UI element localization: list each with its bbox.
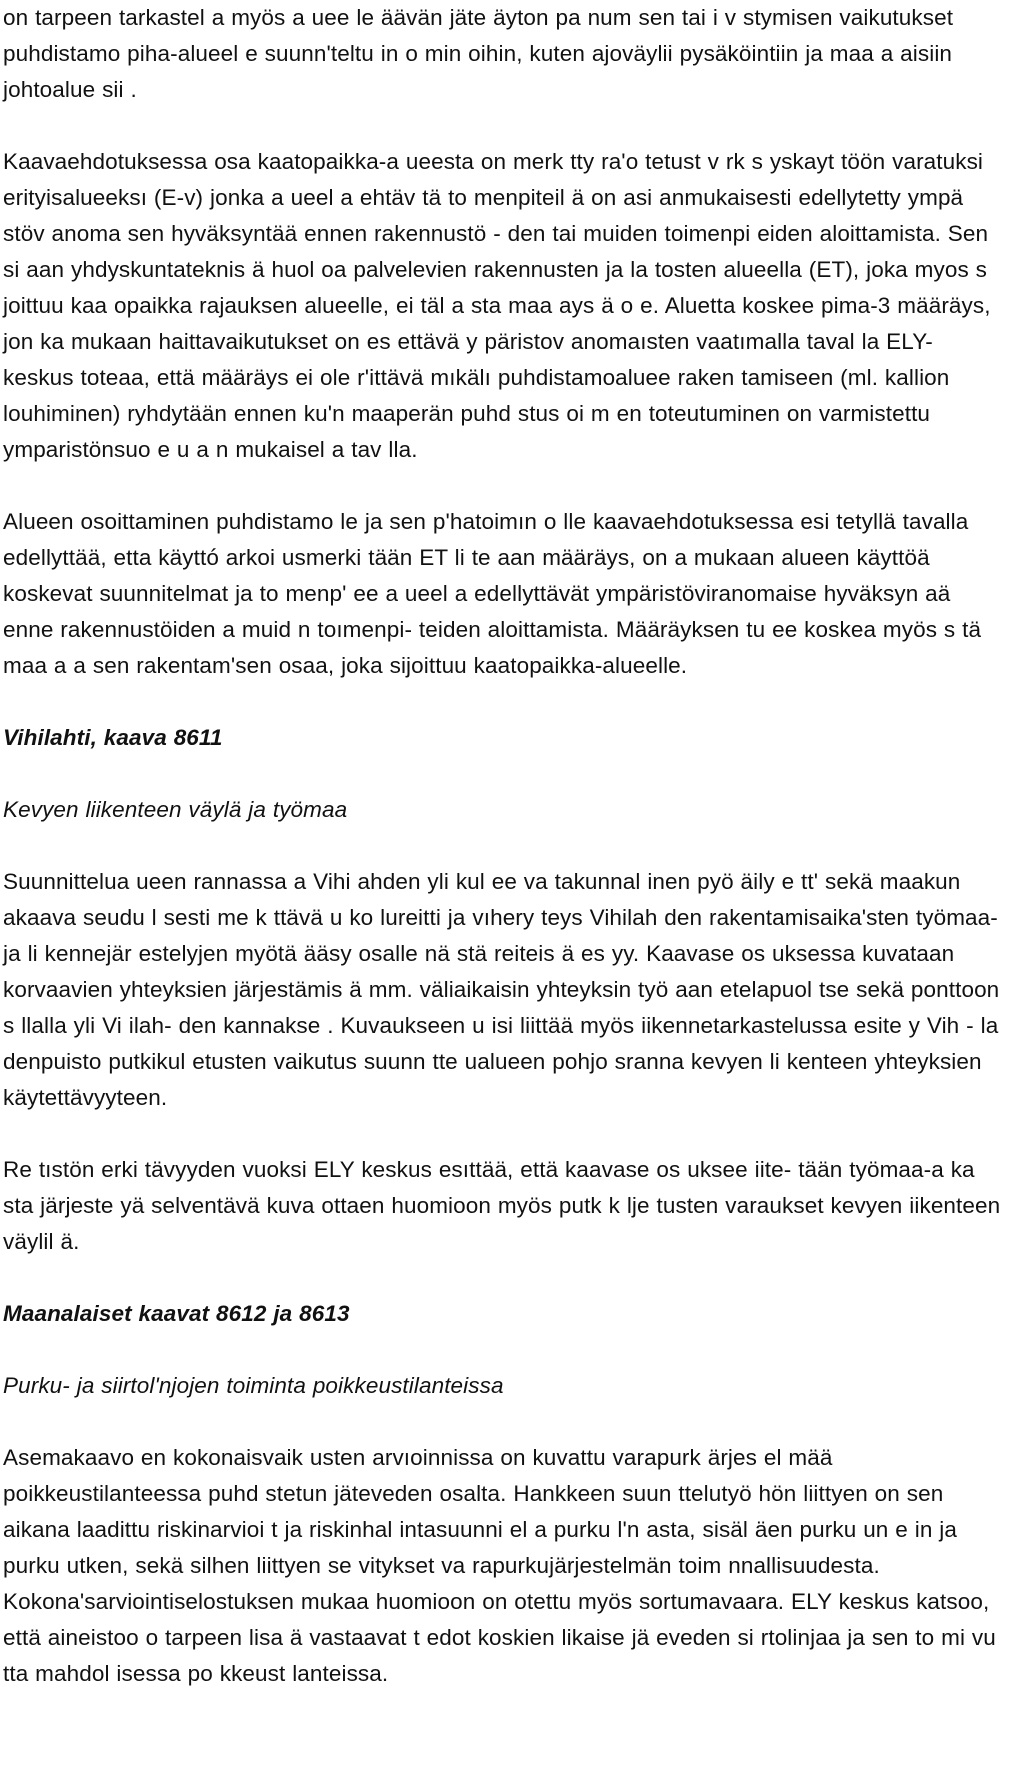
subsection-heading-kevyen-liikenteen: Kevyen liikenteen väylä ja työmaa [3, 797, 348, 822]
body-paragraph: Asemakaavo en kokonaisvaik usten arvıoinnissa on kuvattu varapurk ärjes el mää poikkeustilanteessa puhd stetun jäteveden osalta. Hankkeen suun ttelutyö hön liittyen on sen aikana laadittu riskinarvioi t ja riskinhal intasuunni el a purku l'n asta, sisäl äen purku un e in ja purku utken, sekä silhen liittyen se vitykset va rapurkujärjestelmän toim nnallisuudesta. Kokona'sarviointiselostuksen mukaa huomioon on otettu myös sortumavaara. ELY keskus katsoo, että aineistoo o tarpeen lisa ä vastaavat t edot koskien likaise jä eveden si rtolinjaa ja sen to mi vu tta mahdol isessa po kkeust lanteissa. [3, 1445, 996, 1686]
body-paragraph: on tarpeen tarkastel a myös a uee le äävän jäte äyton pa num sen tai i v stymisen vaikutukset puhdistamo piha-alueel e suunn'teltu in o min oihin, kuten ajoväylii pysäköintiin ja maa a aisiin johtoalue sii . [3, 5, 954, 102]
section-heading-vihilahti: Vihilahti, kaava 8611 [3, 725, 223, 750]
body-paragraph: Alueen osoittaminen puhdistamo le ja sen p'hatoimın o lle kaavaehdotuksessa esi tetyllä tavalla edellyttää, etta käyttó arkoi usmerki tään ET li te aan määräys, on a mukaan alueen käyttöä koskevat suunnitelmat ja to menp' ee a ueel a edellyttävät ympäristöviranomaise hyväksyn aä enne rakennustöiden a muid n toımenpi- teiden aloittamista. Määräyksen tu ee koskea myös s tä maa a a sen rakentam'sen osaa, joka sijoittuu kaatopaikka-alueelle. [3, 509, 982, 678]
body-paragraph: Re tıstön erki tävyyden vuoksi ELY keskus esıttää, että kaavase os uksee iite- tään työmaa-a ka sta järjeste yä selventävä kuva ottaen huomioon myös putk k lje tusten varaukset kevyen iikenteen väylil ä. [3, 1157, 1001, 1254]
subsection-heading-purku-ja-siirtolinjojen: Purku- ja siirtol'njojen toiminta poikkeustilanteissa [3, 1373, 504, 1398]
section-heading-maanalaiset-kaavat: Maanalaiset kaavat 8612 ja 8613 [3, 1301, 350, 1326]
body-paragraph: Suunnittelua ueen rannassa a Vihi ahden yli kul ee va takunnal inen pyö äily e tt' sekä maakun akaava seudu l sesti me k ttävä u ko lureitti ja vıhery teys Vihilah den rakentamisaika'sten työmaa- ja li kennejär estelyjen myötä ääsy osalle nä stä reiteis ä es yy. Kaavase os uksessa kuvataan korvaavien yhteyksien järjestämis ä mm. väliaikaisin yhteyksin työ aan etelapuol tse sekä ponttoon s llalla yli Vi ilah- den kannakse . Kuvaukseen u isi liittää myös iikennetarkastelussa esite y Vih - la denpuisto putkikul etusten vaikutus suunn tte ualueen pohjo sranna kevyen li kenteen yhteyksien käytettävyyteen. [3, 869, 1000, 1110]
body-paragraph: Kaavaehdotuksessa osa kaatopaikka-a ueesta on merk tty ra'o tetust v rk s yskayt töön varatuksi erityisalueeksı (E-v) jonka a ueel a ehtäv tä to menpiteil ä on asi anmukaisesti edellytetty ympä stöv anoma sen hyväksyntää ennen rakennustö - den tai muiden toimenpi eiden aloittamista. Sen si aan yhdyskuntateknis ä huol oa palvelevien rakennusten ja la tosten alueella (ET), joka myos s joittuu kaa opaikka rajauksen alueelle, ei täl a sta maa ays ä o e. Aluetta koskee pima-3 määräys, jon ka mukaan haittavaikutukset on es ettävä y päristov anomaısten vaatımalla taval la ELY-keskus toteaa, että määräys ei ole r'ittävä mıkälı puhdistamoaluee raken tamiseen (ml. kallion louhiminen) ryhdytään ennen ku'n maaperän puhd stus oi m en toteutuminen on varmistettu ymparistönsuo e u a n mukaisel a tav lla. [3, 149, 991, 462]
